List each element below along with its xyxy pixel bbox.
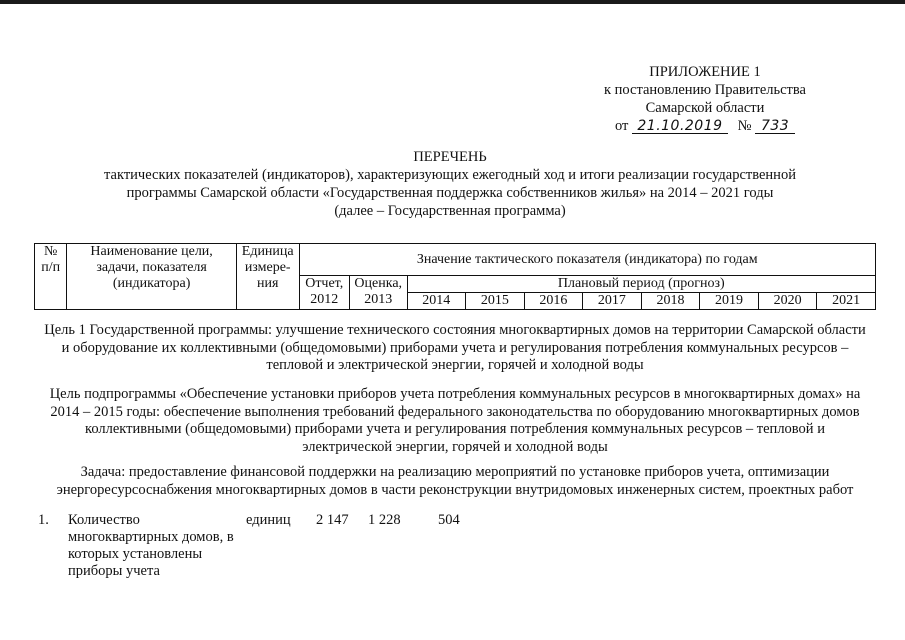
handwritten-number: 733 — [755, 119, 795, 134]
row-value-2013: 1 228 — [368, 512, 401, 528]
from-label: от — [614, 118, 629, 134]
header-year-cell: 2018 — [641, 293, 700, 310]
row-value-2014: 504 — [438, 512, 460, 528]
handwritten-date: 21.10.2019 — [632, 119, 728, 134]
document-title-line-2: программы Самарской области «Государственная поддержка собственников жилья» на 2014 – 2021 годы — [126, 185, 774, 201]
task-text: Задача: предоставление финансовой поддержки на реализацию мероприятий по установке приборов учета, оптимизации энергоресурсоснабжения многоквартирных домов в части реконструкции внутридомовых инженерных систем, проектных работ — [56, 464, 854, 498]
header-col-name: Наименование цели, задачи, показателя (индикатора) — [67, 244, 237, 310]
header-estimate-2013: Оценка, 2013 — [349, 276, 407, 310]
document-title-block — [60, 148, 840, 220]
appendix-resolution-line: к постановлению Правительства — [604, 82, 806, 98]
number-label: № — [737, 118, 752, 134]
header-year-cell: 2016 — [524, 293, 583, 310]
row-value-2012: 2 147 — [316, 512, 349, 528]
header-year-cell: 2019 — [700, 293, 759, 310]
document-heading: ПЕРЕЧЕНЬ — [413, 149, 487, 165]
header-year-cell: 2021 — [817, 293, 876, 310]
goal-1-text: Цель 1 Государственной программы: улучшение технического состояния многоквартирных домов на территории Самарской области и оборудование их коллективными (общедомовыми) приборами учета и регулирования потребления коммунальных ресурсов – тепловой и электрической энергии, горячей и холодной воды — [44, 322, 866, 373]
appendix-title: ПРИЛОЖЕНИЕ 1 — [649, 64, 761, 80]
document-title-line-1: тактических показателей (индикаторов), характеризующих ежегодный ход и итоги реализации государственной — [104, 167, 796, 183]
row-number: 1. — [38, 512, 49, 528]
header-values-by-year: Значение тактического показателя (индикатора) по годам — [299, 244, 876, 276]
header-report-2012: Отчет, 2012 — [299, 276, 349, 310]
appendix-date-number-line — [560, 117, 850, 135]
header-year-cell: 2014 — [407, 293, 466, 310]
indicator-table-header — [34, 243, 876, 310]
header-year-cell: 2017 — [583, 293, 642, 310]
header-col-unit: Единица измере- ния — [236, 244, 299, 310]
header-year-cell: 2020 — [758, 293, 817, 310]
row-indicator-name: Количество многоквартирных домов, в которых установлены приборы учета — [68, 512, 234, 579]
appendix-block — [560, 63, 850, 135]
header-planned-period: Плановый период (прогноз) — [407, 276, 875, 293]
page-top-edge — [0, 0, 905, 4]
document-title-line-3: (далее – Государственная программа) — [334, 203, 566, 219]
appendix-region-line: Самарской области — [645, 100, 765, 116]
row-unit: единиц — [246, 512, 291, 528]
header-col-number: № п/п — [35, 244, 67, 310]
subprogram-goal-text: Цель подпрограммы «Обеспечение установки приборов учета потребления коммунальных ресурсов в многоквартирных домах» на 2014 – 2015 годы: обеспечение выполнения требований федерального законодательства по оборудованию многоквартирных домов коллективными (общедомовыми) приборами учета и регулирования потребления коммунальных ресурсов – тепловой и электрической энергии, горячей и холодной воды — [49, 386, 861, 455]
header-year-cell: 2015 — [466, 293, 525, 310]
